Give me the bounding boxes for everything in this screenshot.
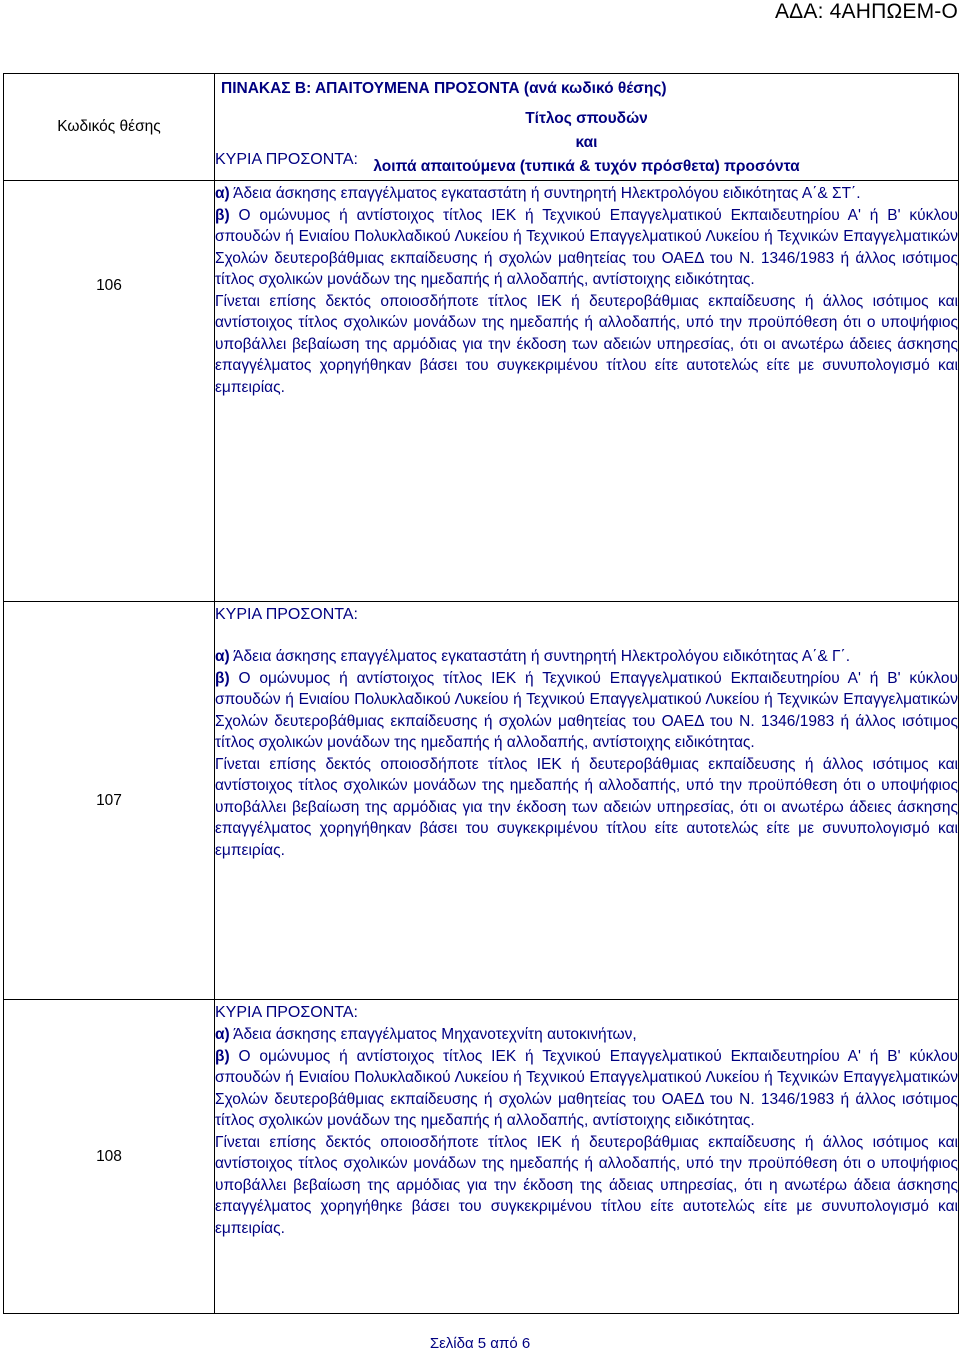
position-code: 107 [96,791,122,809]
position-code-cell [4,1000,215,1314]
requirements-cell [215,1000,959,1314]
requirements-table [3,73,959,1314]
requirement-additional: Γίνεται επίσης δεκτός οποιοσδήποτε τίτλος ΙΕΚ ή δευτεροβάθμιας εκπαίδευσης ή άλλος ισότιμος και αντίστοιχος τίτλος σχολικών μονάδων της ημεδαπής ή αλλοδαπής, υπό την προϋπόθεση ότι ο υποψήφιος υποβάλλει βεβαίωση της αρμόδιας για την έκδοση της άδειας υπηρεσίας, ότι η ανωτέρω άδεια άσκησης επαγγέλματος χορηγήθηκε βάσει του συγκεκριμένου τίτλου είτε αυτοτελώς είτε με συνυπολογισμό και εμπειρίας. [215,1133,958,1237]
requirement-a [215,1024,958,1046]
position-code-cell [4,602,215,1000]
main-qualifications-label: ΚΥΡΙΑ ΠΡΟΣΟΝΤΑ: [215,606,358,623]
requirement-b-text: Ο ομώνυμος ή αντίστοιχος τίτλος ΙΕΚ ή Τεχνικού Επαγγελματικού Εκπαιδευτηρίου Α' ή Β' κύκλου σπουδών ή Ενιαίου Πολυκλαδικού Λυκείου ή Τεχνικού Επαγγελματικού Λυκείου ή Τεχνικών Επαγγελματικών Σχολών δευτεροβάθμιας εκπαίδευσης ή σχολών μαθητείας του ΟΑΕΔ του Ν. 1346/1983 ή άλλος ισότιμος τίτλος σχολικών μονάδων της ημεδαπής ή αλλοδαπής, αντίστοιχης ειδικότητας. [215,206,958,288]
document-code-header: ΑΔΑ: 4ΑΗΠΩΕΜ-Ο [774,0,958,23]
table-row-107 [4,602,959,1000]
requirement-b-label: β) [215,1047,230,1065]
requirement-a [215,646,958,668]
position-code: 108 [96,1147,122,1165]
requirement-b [215,668,958,754]
description-column-label-line3: λοιπά απαιτούμενα (τυπικά & τυχόν πρόσθετα) προσόντα [373,158,800,175]
requirement-b [215,1046,958,1132]
table-row-106 [4,181,959,602]
column-header-code [4,74,215,181]
position-code: 106 [96,277,122,294]
requirement-b [215,205,958,291]
table-row-108 [4,1000,959,1314]
description-column-label-line1: Τίτλος σπουδών [525,110,648,127]
main-qualifications-label: ΚΥΡΙΑ ΠΡΟΣΟΝΤΑ: [215,1004,358,1021]
requirement-b-text: Ο ομώνυμος ή αντίστοιχος τίτλος ΙΕΚ ή Τεχνικού Επαγγελματικού Εκπαιδευτηρίου Α' ή Β' κύκλου σπουδών ή Ενιαίου Πολυκλαδικού Λυκείου ή Τεχνικού Επαγγελματικού Λυκείου ή Τεχνικών Επαγγελματικών Σχολών δευτεροβάθμιας εκπαίδευσης ή σχολών μαθητείας του ΟΑΕΔ του Ν. 1346/1983 ή άλλος ισότιμος τίτλος σχολικών μονάδων της ημεδαπής ή αλλοδαπής, αντίστοιχης ειδικότητας. [215,1047,958,1129]
requirements-cell [215,602,959,1000]
requirement-b-label: β) [215,669,230,687]
requirement-a-label: α) [215,648,230,665]
requirement-b-text: Ο ομώνυμος ή αντίστοιχος τίτλος ΙΕΚ ή Τεχνικού Επαγγελματικού Εκπαιδευτηρίου Α' ή Β' κύκλου σπουδών ή Ενιαίου Πολυκλαδικού Λυκείου ή Τεχνικού Επαγγελματικού Λυκείου ή Τεχνικών Επαγγελματικών Σχολών δευτεροβάθμιας εκπαίδευσης ή σχολών μαθητείας του ΟΑΕΔ του Ν. 1346/1983 ή άλλος ισότιμος τίτλος σχολικών μονάδων της ημεδαπής ή αλλοδαπής, αντίστοιχης ειδικότητας. [215,669,958,751]
requirement-a-label: α) [215,185,230,202]
code-column-label: Κωδικός θέσης [57,118,161,136]
requirement-a-text: Άδεια άσκησης επαγγέλματος εγκαταστάτη ή συντηρητή Ηλεκτρολόγου ειδικότητας Α΄& Γ΄. [233,648,851,665]
page-number: Σελίδα 5 από 6 [429,1335,531,1352]
requirement-a-text: Άδεια άσκησης επαγγέλματος Μηχανοτεχνίτη αυτοκινήτων, [233,1026,637,1043]
main-qualifications-label: ΚΥΡΙΑ ΠΡΟΣΟΝΤΑ: [215,151,358,168]
position-code-cell [4,181,215,602]
description-column-label-line2: και [575,134,598,151]
table-title: ΠΙΝΑΚΑΣ Β: ΑΠΑΙΤΟΥΜΕΝΑ ΠΡΟΣΟΝΤΑ (ανά κωδικό θέσης) [221,80,667,97]
requirement-a-label: α) [215,1026,230,1043]
requirement-b-label: β) [215,206,230,224]
requirement-a-text: Άδεια άσκησης επαγγέλματος εγκαταστάτη ή συντηρητή Ηλεκτρολόγου ειδικότητας Α΄& ΣΤ΄. [233,185,861,202]
requirement-additional: Γίνεται επίσης δεκτός οποιοσδήποτε τίτλος ΙΕΚ ή δευτεροβάθμιας εκπαίδευσης ή άλλος ισότιμος και αντίστοιχος τίτλος σχολικών μονάδων της ημεδαπής ή αλλοδαπής, υπό την προϋπόθεση ότι ο υποψήφιος υποβάλλει βεβαίωση της αρμόδιας για την έκδοση των αδειών υπηρεσίας, ότι οι ανωτέρω άδειες άσκησης επαγγέλματος χορηγήθηκαν βάσει του συγκεκριμένου τίτλου είτε αυτοτελώς είτε με συνυπολογισμό και εμπειρίας. [215,755,958,859]
requirement-a [215,183,958,205]
requirement-additional: Γίνεται επίσης δεκτός οποιοσδήποτε τίτλος ΙΕΚ ή δευτεροβάθμιας εκπαίδευσης ή άλλος ισότιμος και αντίστοιχος τίτλος σχολικών μονάδων της ημεδαπής ή αλλοδαπής, υπό την προϋπόθεση ότι ο υποψήφιος υποβάλλει βεβαίωση της αρμόδιας για την έκδοση των αδειών υπηρεσίας, ότι οι ανωτέρω άδειες άσκησης επαγγέλματος χορηγήθηκαν βάσει του συγκεκριμένου τίτλου είτε αυτοτελώς είτε με συνυπολογισμό και εμπειρίας. [215,292,958,396]
